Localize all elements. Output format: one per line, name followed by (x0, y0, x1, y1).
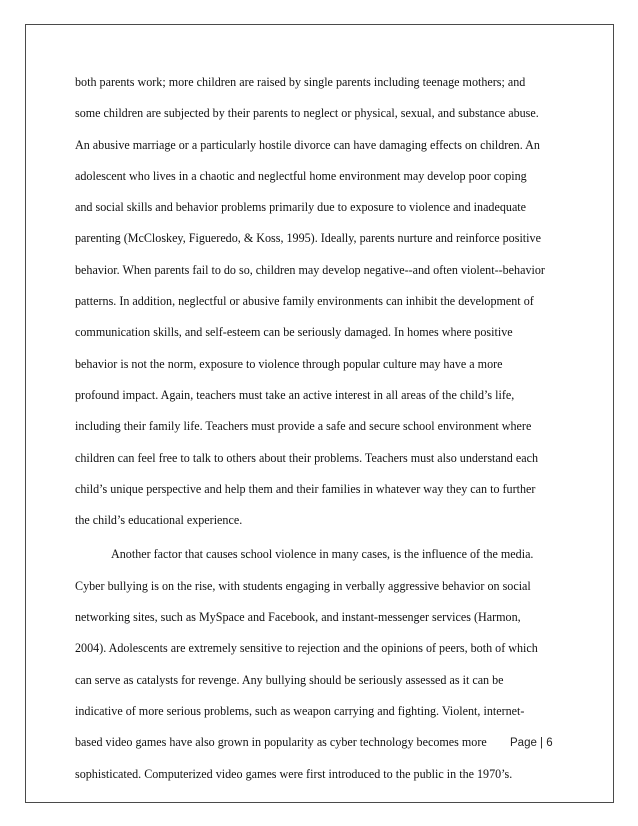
text-line: and social skills and behavior problems primarily due to exposure to violence and inadequate (75, 200, 527, 215)
text-line: Another factor that causes school violence in many cases, is the influence of the media. (111, 547, 534, 562)
text-line: 2004). Adolescents are extremely sensitive to rejection and the opinions of peers, both of which (75, 641, 538, 656)
text-line: An abusive marriage or a particularly hostile divorce can have damaging effects on children. An (75, 137, 540, 152)
text-line: indicative of more serious problems, such as weapon carrying and fighting. Violent, internet- (75, 703, 525, 718)
text-line: communication skills, and self-esteem can be seriously damaged. In homes where positive (75, 325, 513, 340)
text-line: profound impact. Again, teachers must take an active interest in all areas of the child’s life, (75, 387, 515, 402)
text-line: adolescent who lives in a chaotic and neglectful home environment may develop poor coping (75, 168, 527, 183)
text-line: sophisticated. Computerized video games were first introduced to the public in the 1970’s. (75, 766, 513, 781)
text-line: children can feel free to talk to others about their problems. Teachers must also understand each (75, 450, 539, 465)
text-line: networking sites, such as MySpace and Facebook, and instant-messenger services (Harmon, (75, 610, 521, 625)
paragraph-2 (75, 539, 575, 789)
text-line: patterns. In addition, neglectful or abusive family environments can inhibit the development of (75, 294, 534, 309)
paragraph-1 (75, 67, 575, 536)
text-line: behavior. When parents fail to do so, children may develop negative--and often violent--behavior (75, 262, 545, 277)
text-line: some children are subjected by their parents to neglect or physical, sexual, and substance abuse. (75, 106, 539, 121)
text-line: the child’s educational experience. (75, 513, 243, 528)
text-line: can serve as catalysts for revenge. Any bullying should be seriously assessed as it can be (75, 672, 504, 687)
page-number: Page | 6 (510, 737, 553, 749)
text-line: child’s unique perspective and help them and their families in whatever way they can to further (75, 481, 536, 496)
text-line: parenting (McCloskey, Figueredo, & Koss, 1995). Ideally, parents nurture and reinforce positive (75, 231, 541, 246)
text-line: behavior is not the norm, exposure to violence through popular culture may have a more (75, 356, 503, 371)
text-line: including their family life. Teachers must provide a safe and secure school environment where (75, 419, 532, 434)
text-line: both parents work; more children are raised by single parents including teenage mothers; and (75, 75, 526, 89)
text-line: based video games have also grown in popularity as cyber technology becomes more (75, 735, 487, 750)
document-body (75, 67, 575, 790)
text-line: Cyber bullying is on the rise, with students engaging in verbally aggressive behavior on social (75, 578, 531, 593)
